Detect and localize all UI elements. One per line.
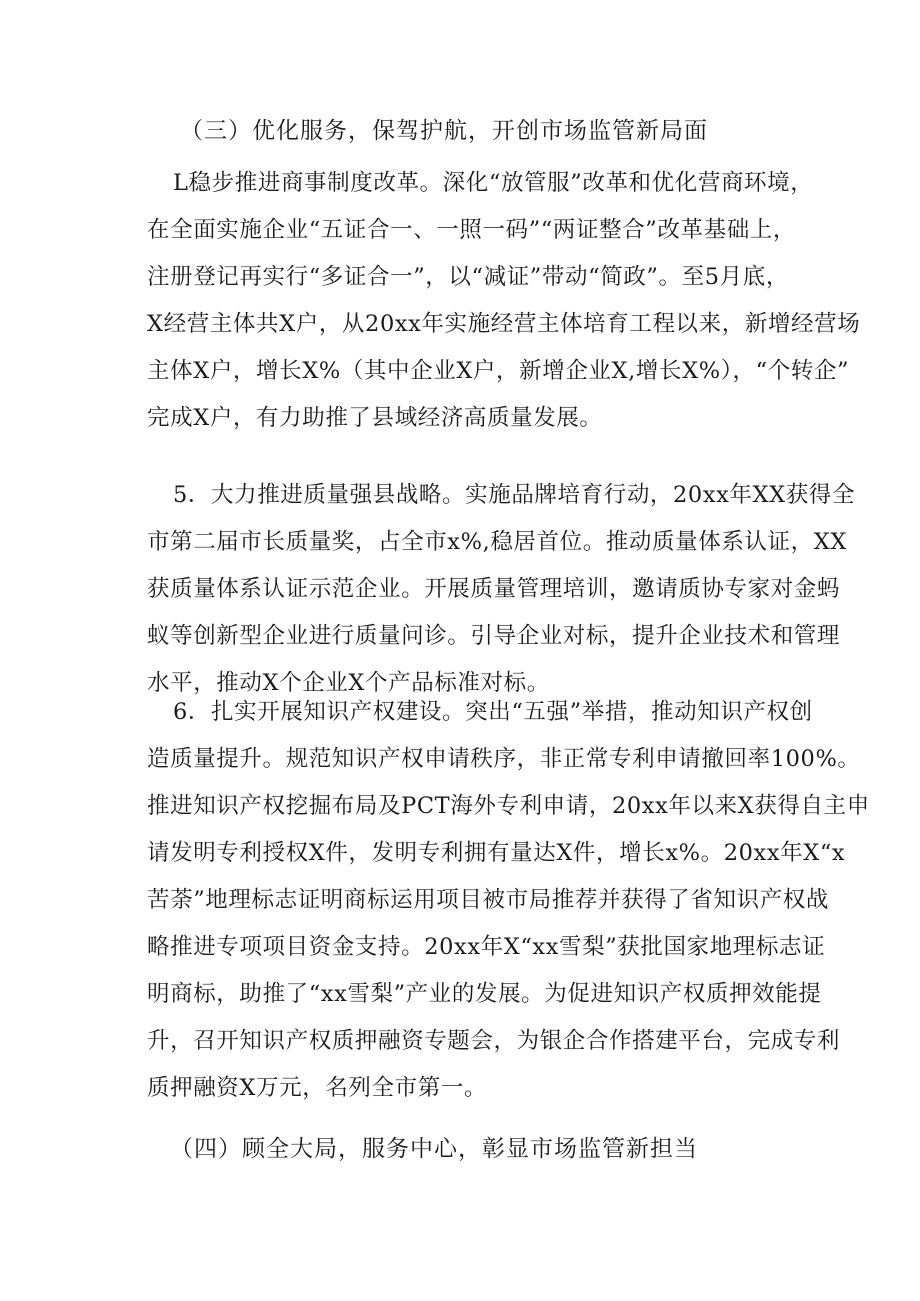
paragraph-line: L稳步推进商事制度改革。深化“放管服”改革和优化营商环境， xyxy=(173,170,814,196)
paragraph-line: 略推进专项项目资金支持。20xx年X“xx雪梨”获批国家地理标志证 xyxy=(147,934,826,960)
paragraph-line: 5．大力推进质量强县战略。实施品牌培育行动，20xx年XX获得全 xyxy=(173,482,856,508)
paragraph-line: 获质量体系认证示范企业。开展质量管理培训，邀请质协专家对金蚂 xyxy=(147,576,841,602)
paragraph-line: 明商标，助推了“xx雪梨”产业的发展。为促进知识产权质押效能提 xyxy=(147,981,822,1007)
paragraph-line: 完成X户，有力助推了县域经济高质量发展。 xyxy=(147,405,603,431)
paragraph-line: 苦荼”地理标志证明商标运用项目被市局推荐并获得了省知识产权战 xyxy=(147,887,830,913)
paragraph-line: 蚁等创新型企业进行质量问诊。引导企业对标，提升企业技术和管理 xyxy=(147,623,841,649)
paragraph-line: 市第二届市长质量奖，占全市x%,稳居首位。推动质量体系认证，XX xyxy=(147,529,847,555)
paragraph-line: 水平，推动X个企业X个产品标准对标。 xyxy=(147,670,550,696)
paragraph-line: 6．扎实开展知识产权建设。突出“五强”举措，推动知识产权创 xyxy=(173,699,813,725)
paragraph-line: 升，召开知识产权质押融资专题会，为银企合作搭建平台，完成专利 xyxy=(147,1028,841,1054)
section-heading-3: （三）优化服务，保驾护航，开创市场监管新局面 xyxy=(180,118,708,144)
paragraph-line: X经营主体共X户，从20xx年实施经营主体培育工程以来，新增经营场 xyxy=(147,311,861,337)
paragraph-line: 在全面实施企业“五证合一、一照一码”“两证整合”改革基础上， xyxy=(147,217,797,243)
paragraph-line: 质押融资X万元，名列全市第一。 xyxy=(147,1075,488,1101)
paragraph-line: 造质量提升。规范知识产权申请秩序，非正常专利申请撤回率100%。 xyxy=(147,746,861,772)
paragraph-item-4 xyxy=(147,160,861,442)
paragraph-item-5 xyxy=(147,472,856,707)
paragraph-item-6 xyxy=(147,689,870,1112)
paragraph-line: 请发明专利授权X件，发明专利拥有量达X件，增长x%。20xx年X“x xyxy=(147,840,846,866)
paragraph-line: 注册登记再实行“多证合一”，以“减证”带动“简政”。至5月底， xyxy=(147,264,789,290)
paragraph-line: 主体X户，增长X%（其中企业X户，新增企业X,增长X%），“个转企” xyxy=(147,358,850,384)
section-heading-4: （四）顾全大局，服务中心，彰显市场监管新担当 xyxy=(170,1136,698,1162)
paragraph-line: 推进知识产权挖掘布局及PCT海外专利申请，20xx年以来X获得自主申 xyxy=(147,793,870,819)
